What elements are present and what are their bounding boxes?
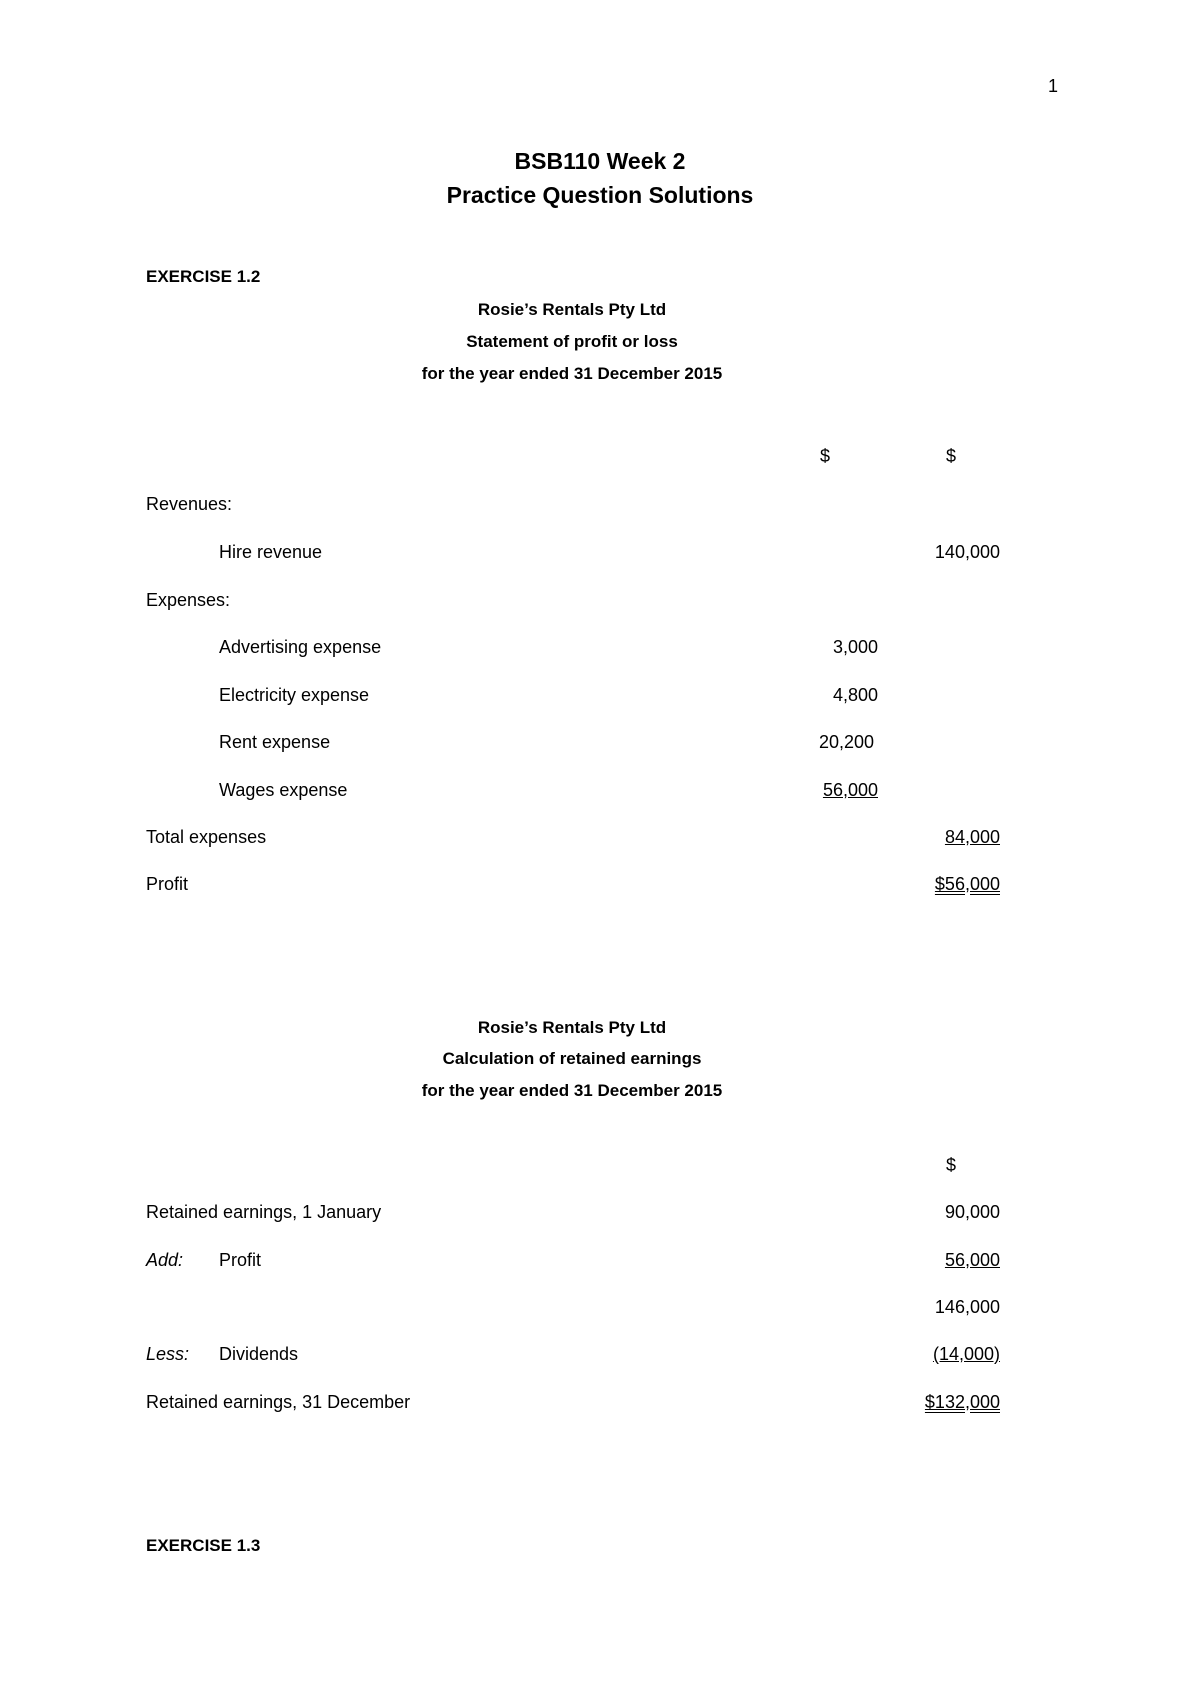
row-value: $56,000 [934,874,1000,894]
statement-row [0,637,1200,663]
row-label: Rent expense [219,732,331,752]
statement-row [0,1392,1200,1418]
row-label: Retained earnings, 31 December [146,1392,411,1412]
statement-period: for the year ended 31 December 2015 [421,1081,723,1100]
column-header-row [0,446,1200,472]
row-label: Expenses: [146,590,231,610]
row-label: Total expenses [146,827,267,847]
statement-row [0,590,1200,616]
statement-row [0,1202,1200,1228]
row-value: (14,000) [932,1344,1000,1364]
column-header: $ [820,446,831,466]
row-value: 140,000 [934,542,1000,562]
statement-row [0,1297,1200,1323]
statement-row [0,494,1200,520]
row-value: 20,200 [818,732,874,752]
statement-row [0,685,1200,711]
column-header: $ [946,446,957,466]
statement-row [0,732,1200,758]
row-label: Electricity expense [219,685,370,705]
statement-name: Statement of profit or loss [466,332,678,351]
row-value: 90,000 [944,1202,1000,1222]
row-label: Retained earnings, 1 January [146,1202,382,1222]
statement-row [0,1250,1200,1276]
statement-period: for the year ended 31 December 2015 [421,364,723,383]
row-value: 3,000 [832,637,878,657]
row-value: 146,000 [934,1297,1000,1317]
document-title: BSB110 Week 2 [514,148,686,174]
statement-row [0,874,1200,900]
document-subtitle: Practice Question Solutions [446,182,754,208]
column-header: $ [946,1155,957,1175]
statement-row [0,827,1200,853]
column-header-row [0,1155,1200,1181]
row-value: $132,000 [924,1392,1000,1412]
statement-row [0,542,1200,568]
statement-row [0,780,1200,806]
row-label: Advertising expense [219,637,382,657]
exercise-heading: EXERCISE 1.2 [146,267,261,286]
exercise-heading: EXERCISE 1.3 [146,1536,261,1555]
statement-name: Calculation of retained earnings [442,1049,702,1068]
row-prefix: Add: [146,1250,184,1270]
row-label: Hire revenue [219,542,323,562]
row-label: Profit [146,874,189,894]
statement-entity: Rosie’s Rentals Pty Ltd [477,1018,667,1037]
row-label: Profit [219,1250,262,1270]
statement-row [0,1344,1200,1370]
row-label: Wages expense [219,780,348,800]
row-value: 84,000 [944,827,1000,847]
row-label: Revenues: [146,494,233,514]
row-value: 4,800 [832,685,878,705]
page-number: 1 [1048,76,1059,96]
row-label: Dividends [219,1344,299,1364]
statement-entity: Rosie’s Rentals Pty Ltd [477,300,667,319]
row-prefix: Less: [146,1344,190,1364]
row-value: 56,000 [822,780,878,800]
row-value: 56,000 [944,1250,1000,1270]
